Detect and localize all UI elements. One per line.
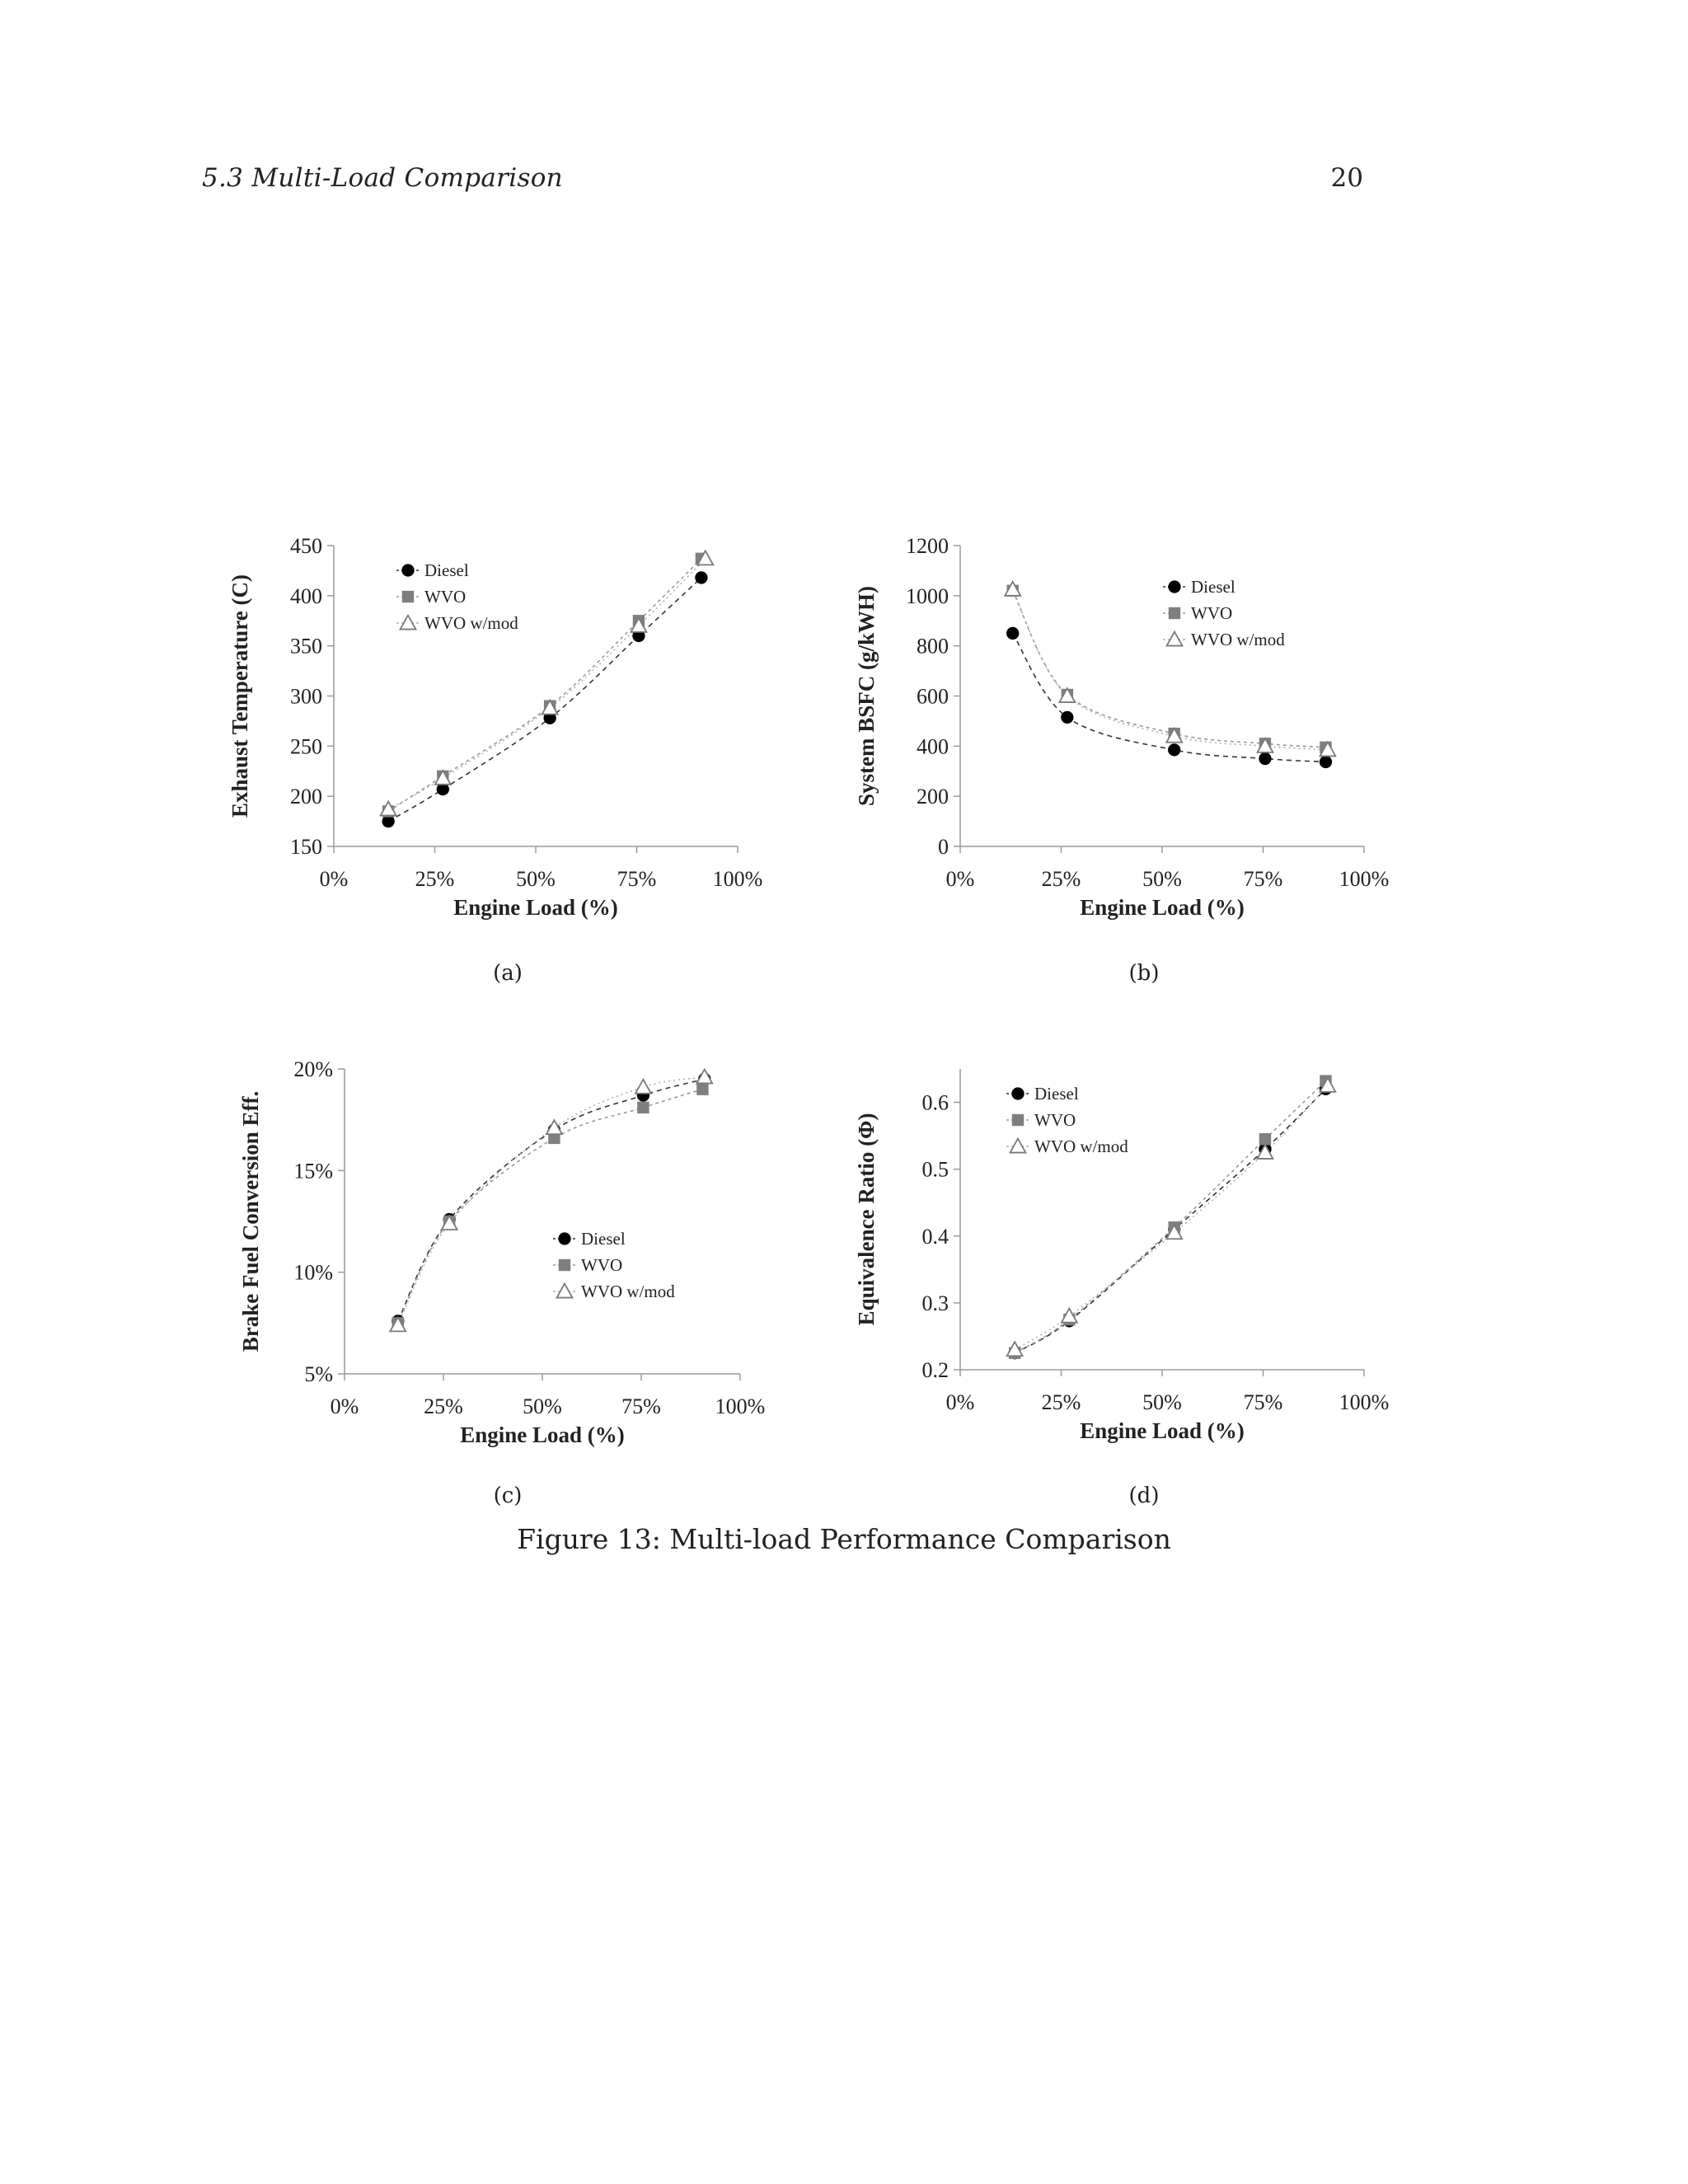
x-tick-label: 75%	[621, 1394, 661, 1418]
legend-marker-square	[1012, 1114, 1024, 1126]
x-tick-label: 0%	[945, 867, 975, 891]
legend-label: Diesel	[1191, 577, 1236, 597]
legend-label: Diesel	[581, 1229, 626, 1249]
data-point-circle	[1259, 752, 1271, 765]
legend-label: WVO w/mod	[1034, 1137, 1128, 1156]
x-tick-label: 25%	[1041, 1390, 1081, 1414]
chart-svg	[223, 527, 783, 940]
y-tick-label: 400	[290, 583, 322, 608]
x-tick-label: 0%	[319, 867, 349, 891]
x-tick-label: 50%	[1142, 1390, 1182, 1414]
subcaption-c: (c)	[493, 1483, 523, 1508]
page-number: 20	[1330, 163, 1363, 193]
chart-svg	[849, 1051, 1409, 1463]
legend-marker-circle	[1011, 1087, 1024, 1099]
x-axis-title: Engine Load (%)	[1080, 1418, 1245, 1443]
chart-panel-c	[223, 1051, 783, 1463]
y-tick-label: 200	[290, 785, 322, 809]
x-tick-label: 75%	[1243, 1390, 1283, 1414]
legend-marker-square	[559, 1259, 570, 1271]
y-axis-title: Brake Fuel Conversion Eff.	[238, 1090, 263, 1352]
legend-marker-triangle	[1167, 632, 1183, 646]
data-point-circle	[1061, 711, 1073, 724]
x-tick-label: 0%	[945, 1390, 975, 1414]
x-tick-label: 0%	[330, 1394, 359, 1418]
running-head	[0, 163, 1688, 204]
data-point-square	[637, 1102, 649, 1113]
legend-label: WVO w/mod	[424, 613, 518, 633]
legend-marker-triangle	[401, 616, 416, 630]
x-tick-label: 50%	[523, 1394, 562, 1418]
y-tick-label: 0.5	[921, 1157, 949, 1182]
legend-label: Diesel	[424, 560, 469, 580]
y-tick-label: 800	[917, 634, 949, 658]
x-axis-title: Engine Load (%)	[453, 895, 618, 920]
x-tick-label: 100%	[712, 867, 763, 891]
x-tick-label: 100%	[1339, 867, 1390, 891]
chart-panel-a	[223, 527, 783, 940]
chart-panel-d	[849, 1051, 1409, 1463]
y-tick-label: 0.4	[921, 1224, 949, 1249]
y-tick-label: 600	[917, 684, 949, 709]
legend-label: Diesel	[1034, 1084, 1079, 1104]
y-tick-label: 1000	[906, 583, 949, 608]
legend-marker-circle	[558, 1232, 570, 1244]
y-tick-label: 15%	[293, 1159, 333, 1183]
subcaption-a: (a)	[493, 961, 523, 986]
legend-label: WVO	[1034, 1110, 1076, 1130]
x-tick-label: 75%	[617, 867, 657, 891]
subcaption-b: (b)	[1128, 961, 1160, 986]
x-tick-label: 50%	[516, 867, 556, 891]
legend-label: WVO	[424, 587, 467, 607]
legend-label: WVO	[1191, 603, 1233, 623]
section-title: 5.3 Multi-Load Comparison	[202, 163, 563, 193]
data-point-square	[696, 1083, 708, 1094]
subcaption-d: (d)	[1128, 1483, 1160, 1508]
legend-label: WVO w/mod	[1191, 630, 1285, 649]
legend-marker-square	[1169, 607, 1180, 619]
legend-marker-triangle	[557, 1284, 573, 1298]
y-tick-label: 0.3	[921, 1291, 949, 1315]
x-axis-title: Engine Load (%)	[1080, 895, 1245, 920]
x-tick-label: 25%	[424, 1394, 463, 1418]
y-tick-label: 200	[917, 785, 949, 809]
y-tick-label: 150	[290, 835, 322, 859]
y-axis-title: Exhaust Temperature (C)	[227, 574, 252, 818]
data-point-circle	[695, 571, 707, 583]
x-tick-label: 100%	[715, 1394, 766, 1418]
x-tick-label: 25%	[415, 867, 455, 891]
y-tick-label: 5%	[304, 1362, 333, 1386]
x-axis-title: Engine Load (%)	[460, 1422, 625, 1447]
x-tick-label: 50%	[1142, 867, 1182, 891]
y-tick-label: 0.6	[921, 1090, 949, 1115]
y-tick-label: 450	[290, 534, 322, 558]
x-tick-label: 75%	[1243, 867, 1283, 891]
data-point-triangle	[635, 1080, 651, 1094]
chart-panel-b	[849, 527, 1409, 940]
legend-marker-circle	[401, 564, 414, 576]
x-tick-label: 25%	[1041, 867, 1081, 891]
figure-caption: Figure 13: Multi-load Performance Comparison	[517, 1523, 1171, 1555]
chart-svg	[223, 1051, 783, 1463]
data-point-circle	[1320, 756, 1332, 768]
x-tick-label: 100%	[1339, 1390, 1390, 1414]
data-point-circle	[1168, 743, 1180, 756]
y-tick-label: 0.2	[921, 1358, 949, 1382]
legend-label: WVO	[581, 1255, 623, 1275]
y-tick-label: 10%	[293, 1260, 333, 1285]
data-point-circle	[1006, 627, 1019, 640]
y-tick-label: 20%	[293, 1057, 333, 1081]
legend-marker-square	[402, 591, 414, 602]
legend-label: WVO w/mod	[581, 1282, 675, 1301]
y-tick-label: 0	[938, 835, 949, 859]
y-tick-label: 400	[917, 734, 949, 759]
y-tick-label: 300	[290, 684, 322, 709]
y-axis-title: Equivalence Ratio (Φ)	[854, 1113, 879, 1326]
y-axis-title: System BSFC (g/kWH)	[854, 585, 879, 807]
y-tick-label: 1200	[906, 534, 949, 558]
legend-marker-triangle	[1010, 1139, 1026, 1153]
legend-marker-circle	[1168, 580, 1180, 593]
y-tick-label: 250	[290, 734, 322, 759]
chart-svg	[849, 527, 1409, 940]
y-tick-label: 350	[290, 634, 322, 658]
